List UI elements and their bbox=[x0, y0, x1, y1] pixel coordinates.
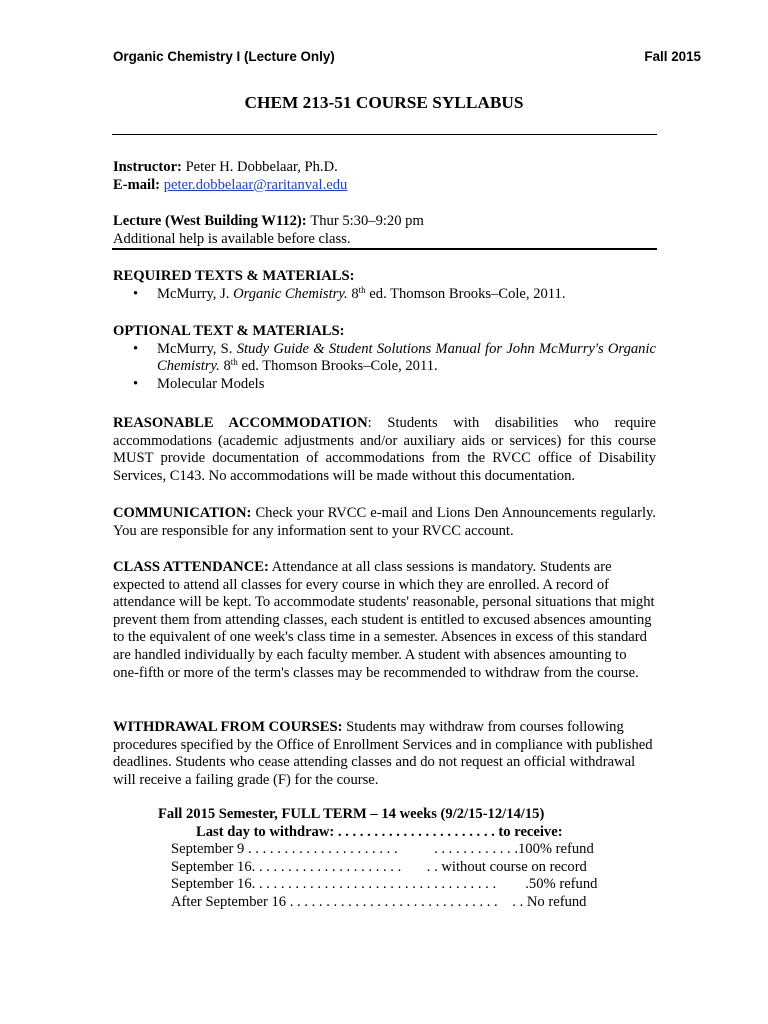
required-texts-list bbox=[113, 286, 656, 304]
book-title: Organic Chemistry. bbox=[233, 285, 348, 302]
title-divider bbox=[112, 134, 657, 135]
required-texts-heading: REQUIRED TEXTS & MATERIALS: bbox=[113, 268, 355, 284]
schedule-row: After September 16 . . . . . . . . . . . . . . . . . . . . . . . . . . . . . . . No refund bbox=[171, 893, 587, 910]
attendance-heading: CLASS ATTENDANCE: bbox=[113, 559, 269, 575]
schedule-heading: Fall 2015 Semester, FULL TERM – 14 weeks (9/2/15-12/14/15) bbox=[158, 806, 545, 822]
required-texts-section bbox=[113, 268, 656, 303]
document-title: CHEM 213-51 COURSE SYLLABUS bbox=[244, 93, 524, 112]
instructor-block bbox=[113, 159, 656, 194]
lecture-note: Additional help is available before class. bbox=[113, 230, 351, 247]
optional-texts-section bbox=[113, 323, 656, 393]
email-line bbox=[113, 177, 656, 195]
communication-heading: COMMUNICATION: bbox=[113, 505, 252, 521]
schedule-row: September 16. . . . . . . . . . . . . . . . . . . . . . . without course on record bbox=[171, 858, 587, 875]
book-title: Study Guide & Student Solutions Manual for John McMurry's Organic Chemistry. bbox=[157, 340, 656, 375]
bullet-icon: • bbox=[133, 340, 139, 357]
list-item: • McMurry, J. Organic Chemistry. 8th ed. Thomson Brooks–Cole, 2011. bbox=[133, 284, 566, 302]
optional-texts-heading: OPTIONAL TEXT & MATERIALS: bbox=[113, 323, 345, 339]
withdrawal-heading: WITHDRAWAL FROM COURSES: bbox=[113, 719, 343, 735]
instructor-line bbox=[113, 159, 656, 177]
instructor-label: Instructor: bbox=[113, 159, 182, 175]
schedule-subheading: Last day to withdraw: . . . . . . . . . . . . . . . . . . . . . . to receive: bbox=[196, 823, 563, 840]
communication-text: Check your RVCC e-mail and Lions Den Announcements regularly. You are responsible for any information sent to your RVCC account. bbox=[113, 505, 656, 539]
attendance-paragraph bbox=[113, 559, 656, 682]
header-term: Fall 2015 bbox=[644, 49, 701, 64]
bullet-icon: • bbox=[133, 285, 139, 302]
withdrawal-schedule bbox=[158, 806, 618, 912]
bullet-icon: • bbox=[133, 375, 139, 392]
schedule-row: September 9 . . . . . . . . . . . . . . . . . . . . . . . . . . . . . . . . .100% refund bbox=[171, 841, 594, 858]
lecture-divider bbox=[112, 248, 657, 250]
attendance-text: Attendance at all class sessions is mandatory. Students are expected to attend all classes for every course in which they are enrolled. A record of attendance will be kept. To accommodate students' reasonable, personal situations that might prevent them from attending classes, each student is entitled to excused absences amounting to the equivalent of one week's class time in a semester. Absences in excess of this standard are handled individually by each faculty member. A student with absences amounting to one-fifth or more of the term's classes may be recommended to withdraw from the course. bbox=[113, 559, 655, 681]
communication-paragraph bbox=[113, 505, 656, 540]
schedule-row: September 16. . . . . . . . . . . . . . . . . . . . . . . . . . . . . . . . . . .50% refund bbox=[171, 876, 598, 893]
list-item: • Molecular Models bbox=[133, 375, 265, 392]
lecture-line bbox=[113, 213, 656, 231]
withdrawal-paragraph bbox=[113, 719, 656, 789]
instructor-name: Peter H. Dobbelaar, Ph.D. bbox=[185, 159, 338, 175]
withdrawal-text: Students may withdraw from courses following procedures specified by the Office of Enrollment Services and in compliance with published deadlines. Students who cease attending classes and do not request an official withdrawal will receive a failing grade (F) for the course. bbox=[113, 719, 653, 788]
email-label: E-mail: bbox=[113, 176, 161, 193]
header-course-name: Organic Chemistry I (Lecture Only) bbox=[113, 49, 335, 64]
lecture-label: Lecture (West Building W112): bbox=[113, 213, 307, 229]
list-item: • McMurry, S. Study Guide & Student Solutions Manual for John McMurry's Organic Chemistry. 8th ed. Thomson Brooks–Cole, 2011. bbox=[133, 340, 656, 375]
optional-texts-list bbox=[113, 341, 656, 394]
email-link[interactable]: peter.dobbelaar@raritanval.edu bbox=[163, 176, 348, 193]
accommodation-text: : Students with disabilities who require accommodations (academic adjustments and/or auxiliary aids or services) for this course MUST provide documentation of accommodations from the RVCC office of Disability Services, C143. No accommodations will be made without this documentation. bbox=[113, 415, 656, 484]
accommodation-paragraph bbox=[113, 415, 656, 485]
lecture-block bbox=[113, 213, 656, 248]
lecture-time: Thur 5:30–9:20 pm bbox=[310, 213, 424, 229]
accommodation-heading: REASONABLE ACCOMMODATION bbox=[113, 415, 368, 431]
